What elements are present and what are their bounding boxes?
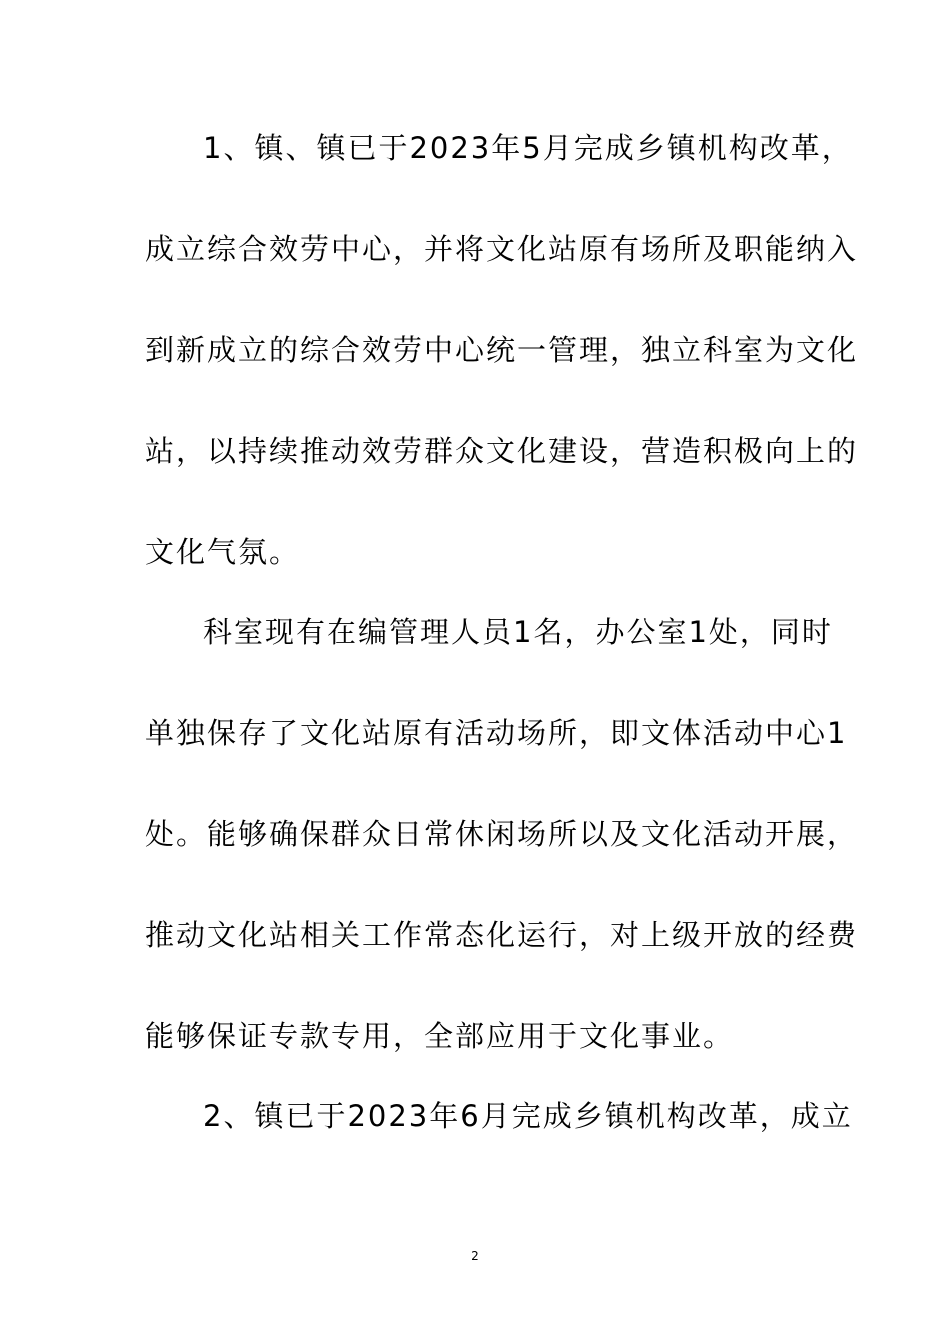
paragraph-1-line-1: 1、镇、镇已于2023年5月完成乡镇机构改革， (203, 131, 853, 165)
paragraph-2-line-5: 能够保证专款专用，全部应用于文化事业。 (145, 1019, 735, 1053)
paragraph-2-line-3: 处。能够确保群众日常休闲场所以及文化活动开展， (145, 817, 859, 851)
paragraph-2-line-2: 单独保存了文化站原有活动场所，即文体活动中心1 (145, 716, 848, 750)
paragraph-1-line-5: 文化气氛。 (145, 535, 301, 569)
paragraph-1-line-3: 到新成立的综合效劳中心统一管理，独立科室为文化 (145, 333, 859, 367)
page-number: 2 (471, 1249, 479, 1263)
paragraph-2-line-1: 科室现有在编管理人员1名，办公室1处，同时 (203, 615, 833, 649)
paragraph-3-line-1: 2、镇已于2023年6月完成乡镇机构改革，成立 (203, 1099, 853, 1133)
paragraph-1-line-2: 成立综合效劳中心，并将文化站原有场所及职能纳入 (145, 232, 859, 266)
paragraph-1-line-4: 站，以持续推动效劳群众文化建设，营造积极向上的 (145, 434, 859, 468)
paragraph-2-line-4: 推动文化站相关工作常态化运行，对上级开放的经费 (145, 918, 859, 952)
